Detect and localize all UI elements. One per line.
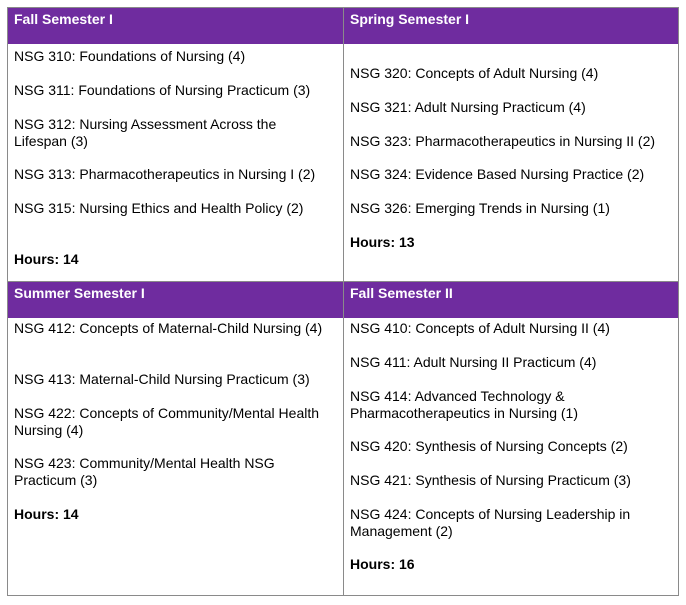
- course-item: NSG 411: Adult Nursing II Practicum (4): [350, 354, 597, 370]
- semester-header-spring-1: Spring Semester I: [344, 8, 678, 44]
- course-item: NSG 414: Advanced Technology & Pharmacotherapeutics in Nursing (1): [350, 388, 578, 421]
- course-item: NSG 320: Concepts of Adult Nursing (4): [350, 65, 599, 81]
- course-item: NSG 421: Synthesis of Nursing Practicum (3): [350, 472, 631, 488]
- course-item: NSG 422: Concepts of Community/Mental Health Nursing (4): [14, 405, 320, 438]
- semester-header-fall-1: Fall Semester I: [8, 8, 343, 44]
- curriculum-table: [7, 7, 679, 596]
- course-item: NSG 413: Maternal-Child Nursing Practicum (3): [14, 371, 310, 387]
- semester-header-fall-2: Fall Semester II: [344, 282, 678, 318]
- course-item: NSG 326: Emerging Trends in Nursing (1): [350, 200, 610, 216]
- course-item: NSG 321: Adult Nursing Practicum (4): [350, 99, 586, 115]
- semester-header-summer-1: Summer Semester I: [8, 282, 343, 318]
- table-border-right: [678, 7, 679, 596]
- course-item: NSG 424: Concepts of Nursing Leadership in Management (2): [350, 506, 631, 539]
- course-item: NSG 310: Foundations of Nursing (4): [14, 48, 246, 64]
- course-item: NSG 410: Concepts of Adult Nursing II (4): [350, 320, 610, 336]
- course-item: NSG 323: Pharmacotherapeutics in Nursing II (2): [350, 133, 656, 149]
- course-item: NSG 311: Foundations of Nursing Practicum (3): [14, 82, 311, 98]
- course-item: NSG 315: Nursing Ethics and Health Policy (2): [14, 200, 304, 216]
- semester-cell-summer-1: [14, 318, 340, 594]
- course-item: NSG 423: Community/Mental Health NSG Practicum (3): [14, 455, 275, 488]
- course-item: NSG 412: Concepts of Maternal-Child Nursing (4): [14, 320, 323, 336]
- course-item: NSG 420: Synthesis of Nursing Concepts (2): [350, 438, 628, 454]
- semester-cell-spring-1: [350, 44, 675, 280]
- semester-hours: Hours: 14: [14, 506, 79, 522]
- semester-cell-fall-1: [14, 44, 340, 280]
- semester-hours: Hours: 13: [350, 234, 415, 250]
- semester-cell-fall-2: [350, 318, 675, 594]
- course-item: NSG 324: Evidence Based Nursing Practice (2): [350, 166, 645, 182]
- course-item: NSG 312: Nursing Assessment Across the Lifespan (3): [14, 116, 277, 149]
- semester-hours: Hours: 16: [350, 556, 415, 572]
- semester-hours: Hours: 14: [14, 251, 79, 267]
- course-item: NSG 313: Pharmacotherapeutics in Nursing I (2): [14, 166, 316, 182]
